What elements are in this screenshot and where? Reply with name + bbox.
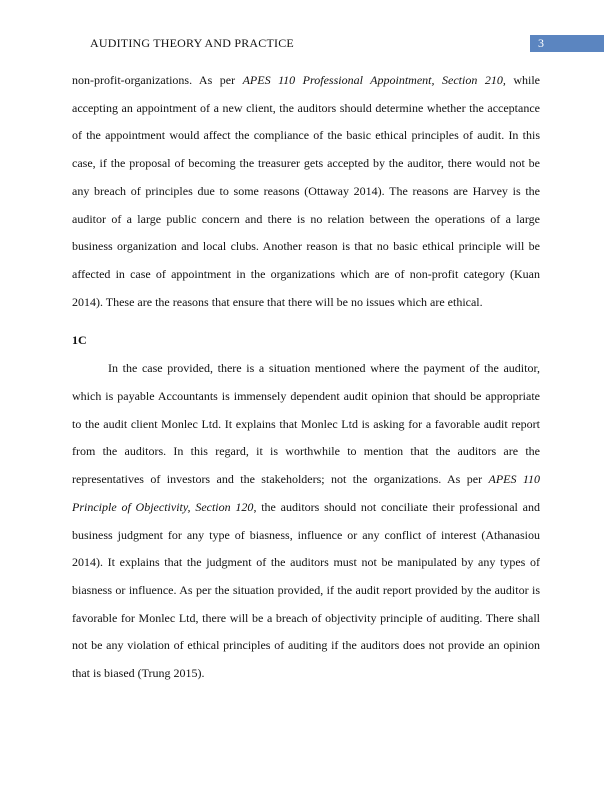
document-body: [72, 67, 540, 688]
paragraph-text: In the case provided, there is a situation mentioned where the payment of the auditor, which is payable Accountants is immensely dependent audit opinion that should be appropriate to the audit client Monlec Ltd. It explains that Monlec Ltd is asking for a favorable audit report from the auditors. In this regard, it is worthwhile to mention that the auditors are the representatives of investors and the stakeholders; not the organizations. As per: [72, 361, 540, 487]
running-header-title: AUDITING THEORY AND PRACTICE: [90, 36, 294, 50]
paragraph-continuation: [72, 67, 540, 316]
paragraph-1c: [72, 355, 540, 687]
paragraph-text: non-profit-organizations. As per: [72, 73, 243, 87]
paragraph-text: , the auditors should not conciliate their professional and business judgment for any type of biasness, influence or any conflict of interest (Athanasiou 2014). It explains that the judgment of the auditors must not be manipulated by any types of biasness or influence. As per the situation provided, if the audit report provided by the auditor is favorable for Monlec Ltd, there will be a breach of objectivity principle of auditing. There shall not be any violation of ethical principles of auditing if the auditors does not provide an opinion that is biased (Trung 2015).: [72, 499, 540, 681]
paragraph-text: while accepting an appointment of a new client, the auditors should determine whether the acceptance of the appointment would affect the compliance of the basic ethical principles of audit. In this case, if the proposal of becoming the treasurer gets accepted by the auditor, there would not be any breach of principles due to some reasons (Ottaway 2014). The reasons are Harvey is the auditor of a large public concern and there is no relation between the operations of a large business organization and local clubs. Another reason is that no basic ethical principle will be affected in case of appointment in the organizations which are of non-profit category (Kuan 2014). These are the reasons that ensure that there will be no issues which are ethical.: [72, 73, 540, 309]
page-number: 3: [538, 36, 544, 50]
page-number-badge: [530, 35, 604, 52]
citation-apes-210: APES 110 Professional Appointment, Section 210,: [242, 73, 506, 87]
section-heading: 1C: [72, 333, 87, 348]
citation-apes-120: APES 110 Principle of Objectivity, Section 120: [72, 472, 540, 514]
